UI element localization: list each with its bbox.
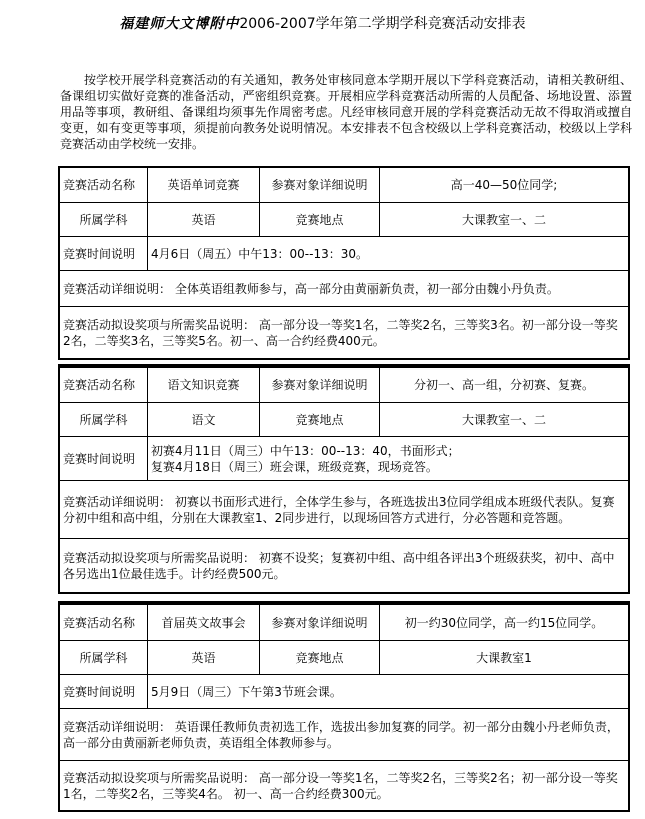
location-value: 大课教室一、二	[380, 403, 629, 437]
contest-block-2	[58, 364, 630, 594]
time-label: 竞赛时间说明	[60, 437, 148, 481]
participants-value: 分初一、高一组，分初赛、复赛。	[380, 368, 629, 403]
time-label: 竞赛时间说明	[60, 675, 148, 709]
subject-value: 英语	[148, 641, 260, 675]
title-text: 2006-2007学年第二学期学科竞赛活动安排表	[239, 16, 526, 32]
contest-table-2	[59, 367, 629, 593]
contest-table-1	[59, 167, 629, 359]
participants-value: 初一约30位同学，高一约15位同学。	[380, 605, 629, 641]
subject-label: 所属学科	[60, 203, 148, 237]
page-title	[0, 14, 645, 34]
name-label: 竞赛活动名称	[60, 605, 148, 641]
subject-label: 所属学科	[60, 403, 148, 437]
participants-value: 高一40—50位同学;	[380, 168, 629, 203]
participants-label: 参赛对象详细说明	[260, 605, 380, 641]
detail-text: 竞赛活动详细说明： 英语课任教师负责初选工作，选拔出参加复赛的同学。初一部分由魏小丹老师负责，高一部分由黄丽新老师负责，英语组全体教师参与。	[60, 709, 629, 761]
subject-value: 语文	[148, 403, 260, 437]
time-label: 竞赛时间说明	[60, 237, 148, 271]
location-value: 大课教室1	[380, 641, 629, 675]
school-name: 福建师大文博附中	[119, 16, 240, 32]
intro-paragraph: 按学校开展学科竞赛活动的有关通知，教务处审核同意本学期开展以下学科竞赛活动，请相关教研组、备课组切实做好竞赛的准备活动，严密组织竞赛。开展相应学科竞赛活动所需的人员配备、场地设置、添置用品等事项，教研组、备课组均须事先作周密考虑。凡经审核同意开展的学科竞赛活动无故不得取消或擅自变更，如有变更等事项，须提前向教务处说明情况。本安排表不包含校级以上学科竞赛活动，校级以上学科竞赛活动由学校统一安排。	[60, 73, 632, 151]
time-value: 5月9日（周三）下午第3节班会课。	[148, 675, 629, 709]
contest-name: 语文知识竞赛	[148, 368, 260, 403]
location-label: 竞赛地点	[260, 203, 380, 237]
location-value: 大课教室一、二	[380, 203, 629, 237]
name-label: 竞赛活动名称	[60, 368, 148, 403]
time-value: 4月6日（周五）中午13：00--13：30。	[148, 237, 629, 271]
awards-text: 竞赛活动拟设奖项与所需奖品说明： 高一部分设一等奖1名，二等奖2名，三等奖3名。初一部分设一等奖2名，二等奖3名，三等奖5名。初一、高一合约经费400元。	[60, 307, 629, 359]
contest-table-3	[59, 604, 629, 811]
participants-label: 参赛对象详细说明	[260, 368, 380, 403]
contest-name: 英语单词竞赛	[148, 168, 260, 203]
awards-text: 竞赛活动拟设奖项与所需奖品说明： 高一部分设一等奖1名，二等奖2名，三等奖2名；初一部分设一等奖1名，二等奖2名，三等奖4名。 初一、高一合约经费300元。	[60, 761, 629, 811]
detail-text: 竞赛活动详细说明： 全体英语组教师参与，高一部分由黄丽新负责，初一部分由魏小丹负责。	[60, 271, 629, 307]
detail-text: 竞赛活动详细说明： 初赛以书面形式进行，全体学生参与，各班选拔出3位同学组成本班级代表队。复赛分初中组和高中组，分别在大课教室1、2同步进行，以现场回答方式进行，分必答题和竞答题。	[60, 481, 629, 539]
participants-label: 参赛对象详细说明	[260, 168, 380, 203]
name-label: 竞赛活动名称	[60, 168, 148, 203]
location-label: 竞赛地点	[260, 641, 380, 675]
time-value: 初赛4月11日（周三）中午13：00--13：40，书面形式； 复赛4月18日（周三）班会课，班级竞赛，现场竞答。	[148, 437, 629, 481]
location-label: 竞赛地点	[260, 403, 380, 437]
awards-text: 竞赛活动拟设奖项与所需奖品说明： 初赛不设奖；复赛初中组、高中组各评出3个班级获奖，初中、高中各另选出1位最佳选手。计约经费500元。	[60, 539, 629, 593]
contest-block-3	[58, 601, 630, 812]
contest-block-1	[58, 166, 630, 360]
subject-value: 英语	[148, 203, 260, 237]
contest-name: 首届英文故事会	[148, 605, 260, 641]
subject-label: 所属学科	[60, 641, 148, 675]
